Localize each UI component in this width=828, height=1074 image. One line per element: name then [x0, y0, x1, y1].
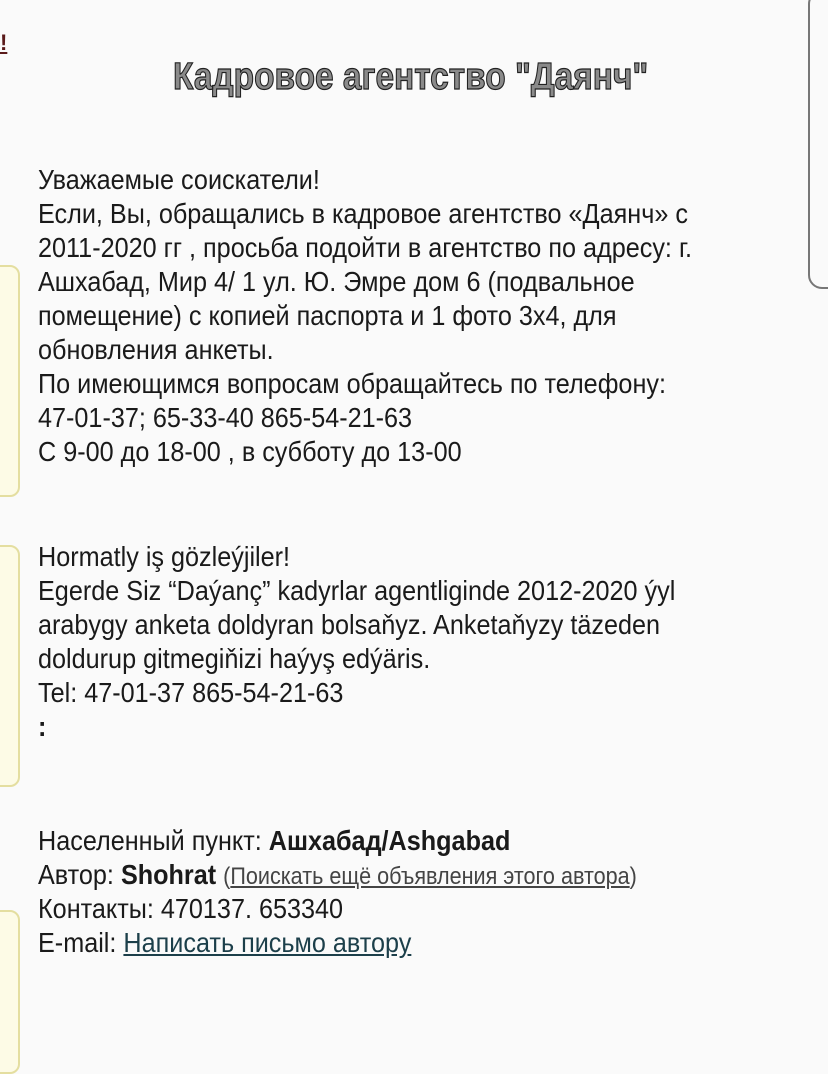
text-line: 47-01-37; 65-33-40 865-54-21-63 [38, 402, 413, 433]
contacts-label: Контакты: [38, 893, 154, 924]
text-line: arabygy anketa doldyran bolsaňyz. Anketaňyzy täzeden [38, 609, 661, 640]
turkmen-announcement [38, 540, 746, 744]
search-author-ads-link[interactable]: Поискать ещё объявления этого автора [230, 863, 630, 890]
author-label: Автор: [38, 859, 114, 890]
email-row [38, 926, 637, 960]
text-line: С 9-00 до 18-00 , в субботу до 13-00 [38, 436, 462, 467]
edge-mark: ! [0, 30, 8, 55]
text-line: doldurup gitmegiňizi haýyş edýäris. [38, 643, 431, 674]
text-line: Уважаемые соискатели! [38, 164, 320, 195]
paren-close: ) [629, 863, 637, 890]
location-row [38, 824, 637, 858]
email-label: E-mail: [38, 927, 117, 958]
text-line: Если, Вы, обращались в кадровое агентство «Даянч» с [38, 198, 688, 229]
text-line: : [38, 711, 47, 742]
russian-announcement [38, 163, 765, 469]
author-row [38, 858, 637, 892]
contacts-value: 470137. 653340 [160, 893, 344, 924]
text-line: Tel: 47-01-37 865-54-21-63 [38, 677, 344, 708]
author-name: Shohrat [120, 859, 217, 890]
location-label: Населенный пункт: [38, 825, 262, 856]
ad-details [38, 824, 703, 960]
write-to-author-link[interactable]: Написать письмо автору [123, 927, 412, 958]
text-line: помещение) с копией паспорта и 1 фото 3х4, для [38, 300, 617, 331]
page-title: Кадровое агентство "Даянч" [173, 56, 649, 98]
text-line: Ашхабад, Мир 4/ 1 ул. Ю. Эмре дом 6 (подвальное [38, 266, 635, 297]
side-panel-edge[interactable] [0, 545, 20, 787]
text-line: По имеющимся вопросам обращайтесь по телефону: [38, 368, 666, 399]
text-line: обновления анкеты. [38, 334, 274, 365]
side-panel-edge[interactable] [0, 910, 20, 1074]
side-panel-edge[interactable] [0, 265, 20, 497]
right-side-panel[interactable] [808, 0, 828, 289]
location-value: Ашхабад/Ashgabad [268, 825, 511, 856]
contacts-row [38, 892, 637, 926]
text-line: 2011-2020 гг , просьба подойти в агентство по адресу: г. [38, 232, 693, 263]
text-line: Hormatly iş gözleýjiler! [38, 541, 291, 572]
text-line: Egerde Siz “Daýanç” kadyrlar agentliginde 2012-2020 ýyl [38, 575, 676, 606]
paren-open: ( [223, 863, 231, 890]
